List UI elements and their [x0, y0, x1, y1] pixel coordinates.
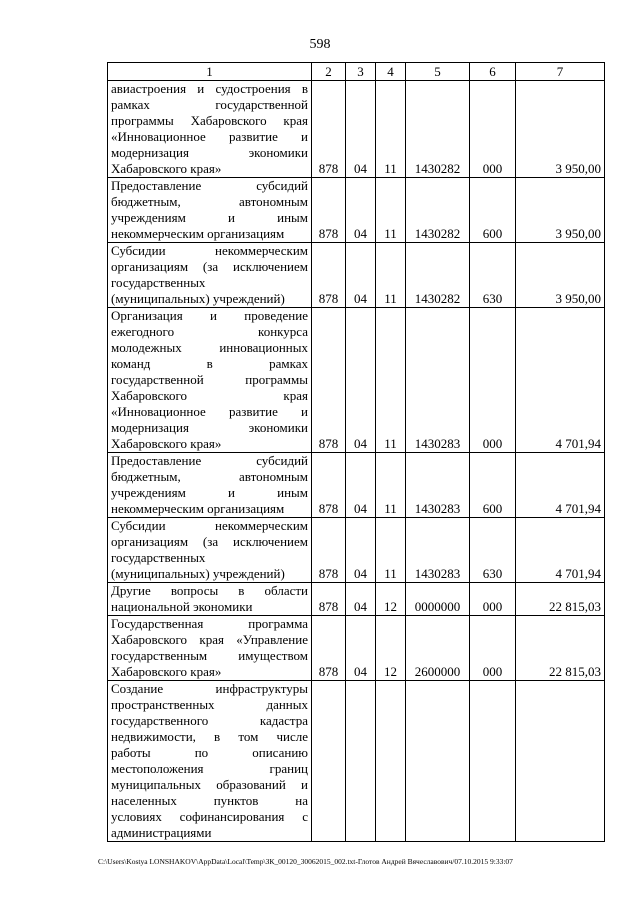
admin-code-cell: 878 [312, 518, 346, 583]
subsection-cell: 11 [376, 243, 406, 308]
column-header: 6 [470, 63, 516, 81]
subsection-cell: 11 [376, 81, 406, 178]
row-description [108, 453, 312, 518]
column-header: 7 [516, 63, 605, 81]
expense-type-cell: 630 [470, 243, 516, 308]
expense-type-cell: 000 [470, 81, 516, 178]
row-description [108, 308, 312, 453]
description-line: Создание инфраструктуры [111, 681, 308, 696]
row-description [108, 243, 312, 308]
target-article-cell: 1430282 [406, 81, 470, 178]
column-header: 1 [108, 63, 312, 81]
subsection-cell: 11 [376, 453, 406, 518]
amount-cell [516, 681, 605, 842]
section-cell: 04 [346, 81, 376, 178]
description-line: «Инновационное развитие и [111, 404, 308, 419]
description-line: (муниципальных) учреждений) [111, 291, 285, 306]
description-line: государственных [111, 275, 206, 290]
description-line: Хабаровского края «Управление [111, 632, 308, 647]
description-line: модернизация экономики [111, 420, 308, 435]
target-article-cell: 1430282 [406, 178, 470, 243]
row-description [108, 583, 312, 616]
description-line: условиях софинансирования с [111, 809, 308, 824]
subsection-cell: 11 [376, 518, 406, 583]
expense-type-cell: 630 [470, 518, 516, 583]
description-line: недвижимости, в том числе [111, 729, 308, 744]
description-line: Предоставление субсидий [111, 178, 308, 193]
section-cell: 04 [346, 616, 376, 681]
subsection-cell: 11 [376, 308, 406, 453]
admin-code-cell: 878 [312, 453, 346, 518]
section-cell: 04 [346, 583, 376, 616]
table-row [108, 616, 605, 681]
amount-cell: 3 950,00 [516, 178, 605, 243]
table-row [108, 308, 605, 453]
description-line: государственным имуществом [111, 648, 308, 663]
description-line: модернизация экономики [111, 145, 308, 160]
budget-table [107, 62, 605, 842]
expense-type-cell: 000 [470, 583, 516, 616]
description-line: авиастроения и судостроения в [111, 81, 308, 96]
description-line: молодежных инновационных [111, 340, 308, 355]
description-line: администрациями [111, 825, 212, 840]
description-line: организациям (за исключением [111, 259, 308, 274]
admin-code-cell: 878 [312, 81, 346, 178]
description-line: Государственная программа [111, 616, 308, 631]
table-row [108, 178, 605, 243]
section-cell: 04 [346, 518, 376, 583]
table-row [108, 518, 605, 583]
description-line: некоммерческим организациям [111, 501, 285, 516]
row-description [108, 616, 312, 681]
target-article-cell: 1430283 [406, 518, 470, 583]
description-line: Хабаровского края [111, 388, 308, 403]
description-line: учреждениям и иным [111, 485, 308, 500]
description-line: ежегодного конкурса [111, 324, 308, 339]
description-line: пространственных данных [111, 697, 308, 712]
description-line: государственной программы [111, 372, 308, 387]
target-article-cell: 1430283 [406, 308, 470, 453]
subsection-cell: 12 [376, 616, 406, 681]
description-line: местоположения границ [111, 761, 308, 776]
description-line: команд в рамках [111, 356, 308, 371]
table-row [108, 81, 605, 178]
description-line: Хабаровского края» [111, 436, 222, 451]
description-line: национальной экономики [111, 599, 253, 614]
description-line: государственных [111, 550, 206, 565]
column-header: 3 [346, 63, 376, 81]
table-header-row [108, 63, 605, 81]
description-line: Организация и проведение [111, 308, 308, 323]
admin-code-cell: 878 [312, 243, 346, 308]
table-row [108, 243, 605, 308]
expense-type-cell: 600 [470, 178, 516, 243]
description-line: Хабаровского края» [111, 161, 222, 176]
amount-cell: 22 815,03 [516, 583, 605, 616]
description-line: населенных пунктов на [111, 793, 308, 808]
description-line: организациям (за исключением [111, 534, 308, 549]
description-line: Субсидии некоммерческим [111, 518, 308, 533]
amount-cell: 3 950,00 [516, 243, 605, 308]
row-description [108, 81, 312, 178]
description-line: работы по описанию [111, 745, 308, 760]
amount-cell: 4 701,94 [516, 518, 605, 583]
description-line: государственного кадастра [111, 713, 308, 728]
description-line: рамках государственной [111, 97, 308, 112]
target-article-cell [406, 681, 470, 842]
description-line: программы Хабаровского края [111, 113, 308, 128]
description-line: «Инновационное развитие и [111, 129, 308, 144]
admin-code-cell: 878 [312, 616, 346, 681]
admin-code-cell: 878 [312, 308, 346, 453]
section-cell: 04 [346, 243, 376, 308]
target-article-cell: 0000000 [406, 583, 470, 616]
row-description [108, 518, 312, 583]
description-line: Хабаровского края» [111, 664, 222, 679]
row-description [108, 681, 312, 842]
expense-type-cell: 000 [470, 616, 516, 681]
amount-cell: 22 815,03 [516, 616, 605, 681]
description-line: Другие вопросы в области [111, 583, 308, 598]
description-line: учреждениям и иным [111, 210, 308, 225]
row-description [108, 178, 312, 243]
subsection-cell: 12 [376, 583, 406, 616]
admin-code-cell: 878 [312, 178, 346, 243]
section-cell: 04 [346, 453, 376, 518]
column-header: 2 [312, 63, 346, 81]
description-line: бюджетным, автономным [111, 469, 308, 484]
description-line: Предоставление субсидий [111, 453, 308, 468]
admin-code-cell [312, 681, 346, 842]
target-article-cell: 1430282 [406, 243, 470, 308]
description-line: муниципальных образований и [111, 777, 308, 792]
table-row [108, 453, 605, 518]
section-cell: 04 [346, 178, 376, 243]
page-number: 598 [309, 37, 331, 52]
column-header: 4 [376, 63, 406, 81]
file-path-footer: C:\Users\Kostya LONSHAKOV\AppData\Local\Temp\ЗК_00120_30062015_002.txt-Глотов Андрей Вячеславович/07.10.2015 9:33:07 [98, 857, 513, 866]
description-line: бюджетным, автономным [111, 194, 308, 209]
target-article-cell: 1430283 [406, 453, 470, 518]
expense-type-cell: 600 [470, 453, 516, 518]
column-header: 5 [406, 63, 470, 81]
admin-code-cell: 878 [312, 583, 346, 616]
amount-cell: 4 701,94 [516, 453, 605, 518]
amount-cell: 3 950,00 [516, 81, 605, 178]
table-row [108, 583, 605, 616]
section-cell [346, 681, 376, 842]
subsection-cell [376, 681, 406, 842]
description-line: (муниципальных) учреждений) [111, 566, 285, 581]
description-line: Субсидии некоммерческим [111, 243, 308, 258]
expense-type-cell [470, 681, 516, 842]
expense-type-cell: 000 [470, 308, 516, 453]
target-article-cell: 2600000 [406, 616, 470, 681]
table-row [108, 681, 605, 842]
section-cell: 04 [346, 308, 376, 453]
subsection-cell: 11 [376, 178, 406, 243]
amount-cell: 4 701,94 [516, 308, 605, 453]
description-line: некоммерческим организациям [111, 226, 285, 241]
